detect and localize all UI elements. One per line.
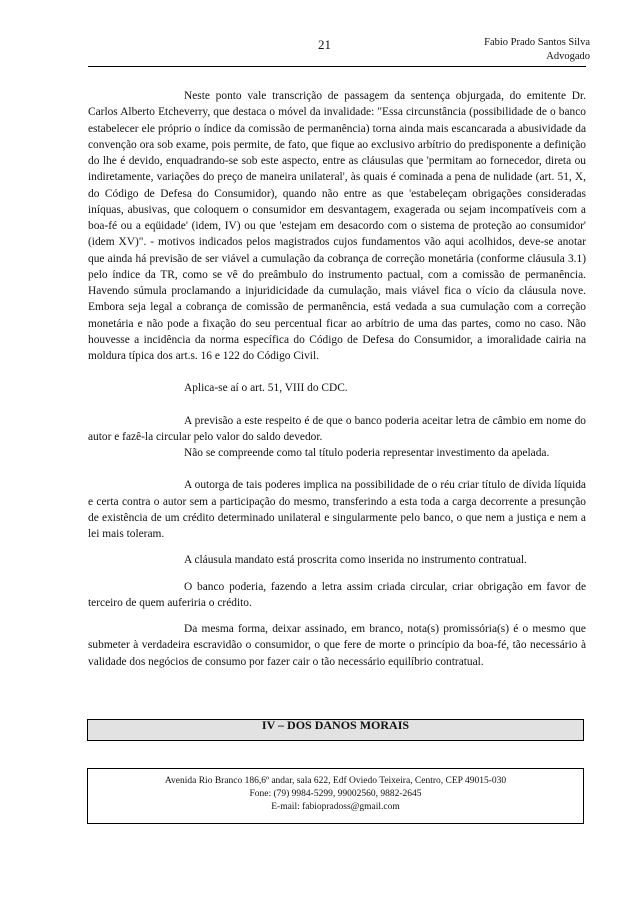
paragraph: Aplica-se aí o art. 51, VIII do CDC. <box>184 382 348 395</box>
author-role: Advogado <box>546 51 590 62</box>
page-number: 21 <box>318 37 331 52</box>
section-title: IV – DOS DANOS MORAIS <box>261 718 410 732</box>
footer-email: E-mail: fabiopradoss@gmail.com <box>271 802 400 812</box>
paragraph: A previsão a este respeito é de que o banco poderia aceitar letra de câmbio em nome do autor e fazê-la circular pelo valor do saldo devedor. <box>88 414 586 443</box>
paragraph: Da mesma forma, deixar assinado, em branco, nota(s) promissória(s) é o mesmo que submeter à verdadeira escravidão o consumidor, o que fere de morte o princípio da boa-fé, tão necessário à validade dos negócios de consumo por fazer cair o tão necessário equilíbrio contratual. <box>88 623 586 668</box>
header-rule <box>88 66 586 67</box>
section-heading-bar <box>87 719 584 741</box>
paragraph: A cláusula mandato está proscrita como inserida no instrumento contratual. <box>184 554 527 567</box>
footer-phone: Fone: (79) 9984-5299, 99002560, 9882-2645 <box>249 789 422 799</box>
footer-box <box>87 768 584 824</box>
footer-address: Avenida Rio Branco 186,6º andar, sala 622, Edf Oviedo Teixeira, Centro, CEP 49015-030 <box>164 776 507 786</box>
author-name: Fabio Prado Santos Silva <box>484 37 590 48</box>
paragraph: Neste ponto vale transcrição de passagem da sentença objurgada, do emitente Dr. Carlos Alberto Etcheverry, que destaca o móvel da invalidade: "Essa circunstância (possibilidade de o banco estabelecer ele próprio o índice da comissão de permanência) torna ainda mais escancarada a abusividade da convenção ora sob exame, pois permite, de fato, que fique ao exclusivo arbítrio do predisponente a definição do lhe é devido, enquadrando-se sob este aspecto, entre as cláusulas que 'permitam ao fornecedor, direta ou indiretamente, variações do preço de maneira unilateral', às quais é cominada a pena de nulidade (art. 51, X, do Código de Defesa do Consumidor), quando não entre as que 'estabeleçam obrigações consideradas iníquas, abusivas, que coloquem o consumidor em desvantagem, exagerada ou sejam incompatíveis com a boa-fé ou a eqüidade' (idem, IV) ou que 'estejam em desacordo com o sistema de proteção ao consumidor' (idem XV)". - motivos indicados pelos magistrados cujos fundamentos vão aqui acolhidos, deve-se anotar que ainda há previsão de ser viável a cumulação da cobrança de correção monetária (conforme cláusula 3.1) pelo índice da TR, como se vê do preâmbulo do instrumento pactual, com a comissão de permanência. Havendo súmula proclamando a injuridicidade da cumulação, mais viável fica o vício da cláusula nove. Embora seja legal a cobrança de comissão de permanência, está vedada a sua cumulação com a correção monetária e não pode a fixação do seu percentual ficar ao arbítrio de uma das partes, como no caso. Não houvesse a incidência da norma específica do Código de Defesa do Consumidor, a imoralidade cairia na moldura típica dos art.s. 16 e 122 do Código Civil. <box>88 90 586 362</box>
paragraph: O banco poderia, fazendo a letra assim criada circular, criar obrigação em favor de terceiro de quem auferiria o crédito. <box>88 580 586 609</box>
paragraph: A outorga de tais poderes implica na possibilidade de o réu criar título de dívida líquida e certa contra o autor sem a participação do mesmo, transferindo a esta toda a carga decorrente a presunção de existência de um crédito determinado unilateral e singularmente pelo banco, o que nem a justiça e nem a lei mais toleram. <box>88 479 586 540</box>
document-body <box>88 88 586 670</box>
author-block <box>484 36 590 64</box>
paragraph: Não se compreende como tal título poderia representar investimento da apelada. <box>184 447 550 459</box>
